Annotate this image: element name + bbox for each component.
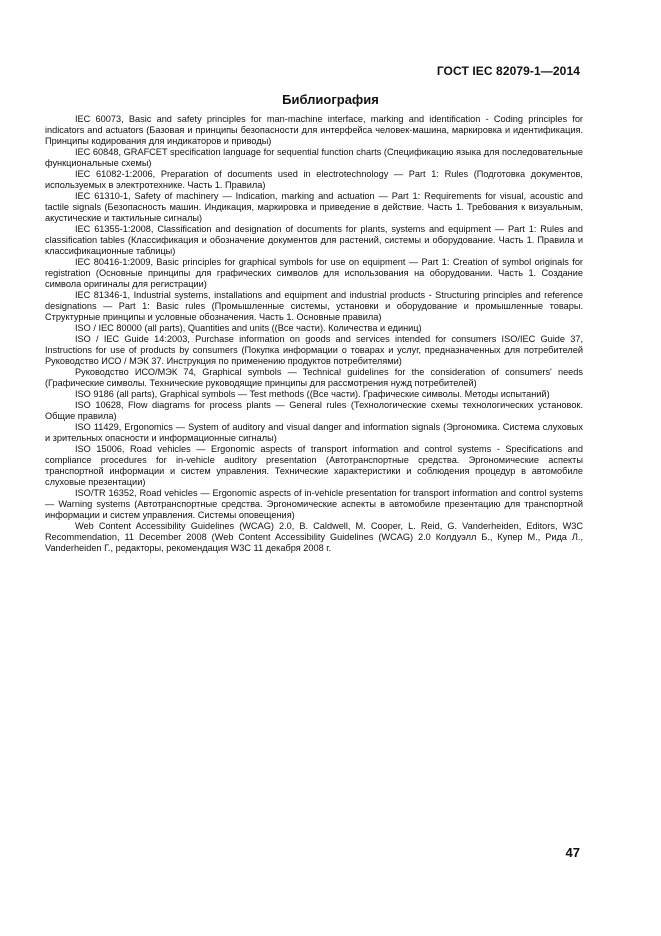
bibliography-entry: ISO / IEC Guide 14:2003, Purchase information on goods and services intended for consumers ISO/IEC Guide 37, Instructions for use of products by consumers (Покупка информации о товарах и услуг, предназначенных для потребителей Руководство ИСО / МЭК 37. Инструкция по применению продуктов потребителями)	[45, 334, 583, 366]
bibliography-entry: ISO 11429, Ergonomics — System of auditory and visual danger and information signals (Эргономика. Система слуховых и зрительных опасности и информационные сигналы)	[45, 422, 583, 443]
document-code: ГОСТ IEC 82079-1—2014	[436, 64, 580, 78]
bibliography-entry: IEC 80416-1:2009, Basic principles for graphical symbols for use on equipment — Part 1: Creation of symbol originals for registration (Основные принципы для графических символов для использования на оборудовании. Часть 1. Создание символа оригиналы для регистрации)	[45, 257, 583, 289]
bibliography-entry: IEC 81346-1, Industrial systems, installations and equipment and industrial products - Structuring principles and reference designations — Part 1: Basic rules (Промышленные системы, установки и оборудование и промышленные товары. Структурные принципы и условные обозначения. Часть 1. Основные правила)	[45, 290, 583, 322]
bibliography-entry: ISO/TR 16352, Road vehicles — Ergonomic aspects of in-vehicle presentation for transport information and control systems — Warning systems (Автотранспортные средства. Эргономические аспекты в автомобиле презентацию для транспортной информации и систем управления. Системы оповещения)	[45, 488, 583, 520]
bibliography-entry: ISO / IEC 80000 (all parts), Quantities and units ((Все части). Количества и единиц)	[75, 323, 422, 333]
bibliography-entry: ISO 10628, Flow diagrams for process plants — General rules (Технологические схемы технологических установок. Общие правила)	[45, 400, 583, 421]
bibliography-entry: Руководство ИСО/МЭК 74, Graphical symbols — Technical guidelines for the consideration of consumers' needs (Графические символы. Технические руководящие принципы для рассмотрения нужд потребителей)	[45, 367, 583, 388]
bibliography-entry: IEC 61310-1, Safety of machinery — Indication, marking and actuation — Part 1: Requirements for visual, acoustic and tactile signals (Безопасность машин. Индикация, маркировка и приведение в действие. Часть 1. Требования к визуальным, акустические и тактильные сигналы)	[45, 191, 583, 223]
bibliography-entry: IEC 61082-1:2006, Preparation of documents used in electrotechnology — Part 1: Rules (Подготовка документов, используемых в электротехнике. Часть 1. Правила)	[45, 169, 583, 190]
bibliography-entry: IEC 60848, GRAFCET specification language for sequential function charts (Спецификацию языка для последовательные функциональные схемы)	[45, 147, 583, 168]
page-number: 47	[565, 845, 580, 860]
page-title: Библиография	[282, 92, 379, 107]
bibliography-entry: IEC 60073, Basic and safety principles for man-machine interface, marking and identification - Coding principles for indicators and actuators (Базовая и принципы безопасности для интерфейса человек-машина, маркировка и идентификация. Принципы кодирования для индикаторов и приводы)	[45, 114, 583, 146]
bibliography-entry: ISO 9186 (all parts), Graphical symbols — Test methods ((Все части). Графические символы. Методы испытаний)	[75, 389, 550, 399]
bibliography-list	[45, 114, 583, 554]
bibliography-entry: ISO 15006, Road vehicles — Ergonomic aspects of transport information and control systems - Specifications and compliance procedures for in-vehicle auditory presentation (Автотранспортные средства. Эргономические аспекты транспортной информации и систем управления. Технические характеристики и соблюдения процедур в автомобиле слуховые презентации)	[45, 444, 583, 487]
bibliography-entry: Web Content Accessibility Guidelines (WCAG) 2.0, B. Caldwell, M. Cooper, L. Reid, G. Vanderheiden, Editors, W3C Recommendation, 11 December 2008 (Web Content Accessibility Guidelines (WCAG) 2.0 Колдуэлл Б., Купер М., Рида Л., Vanderheiden Г., редакторы, рекомендация W3C 11 декабря 2008 г.	[45, 521, 583, 553]
bibliography-entry: IEC 61355-1:2008, Classification and designation of documents for plants, systems and equipment — Part 1: Rules and classification tables (Классификация и обозначение документов для растений, системы и оборудование. Часть 1. Правила и классификационные таблицы)	[45, 224, 583, 256]
